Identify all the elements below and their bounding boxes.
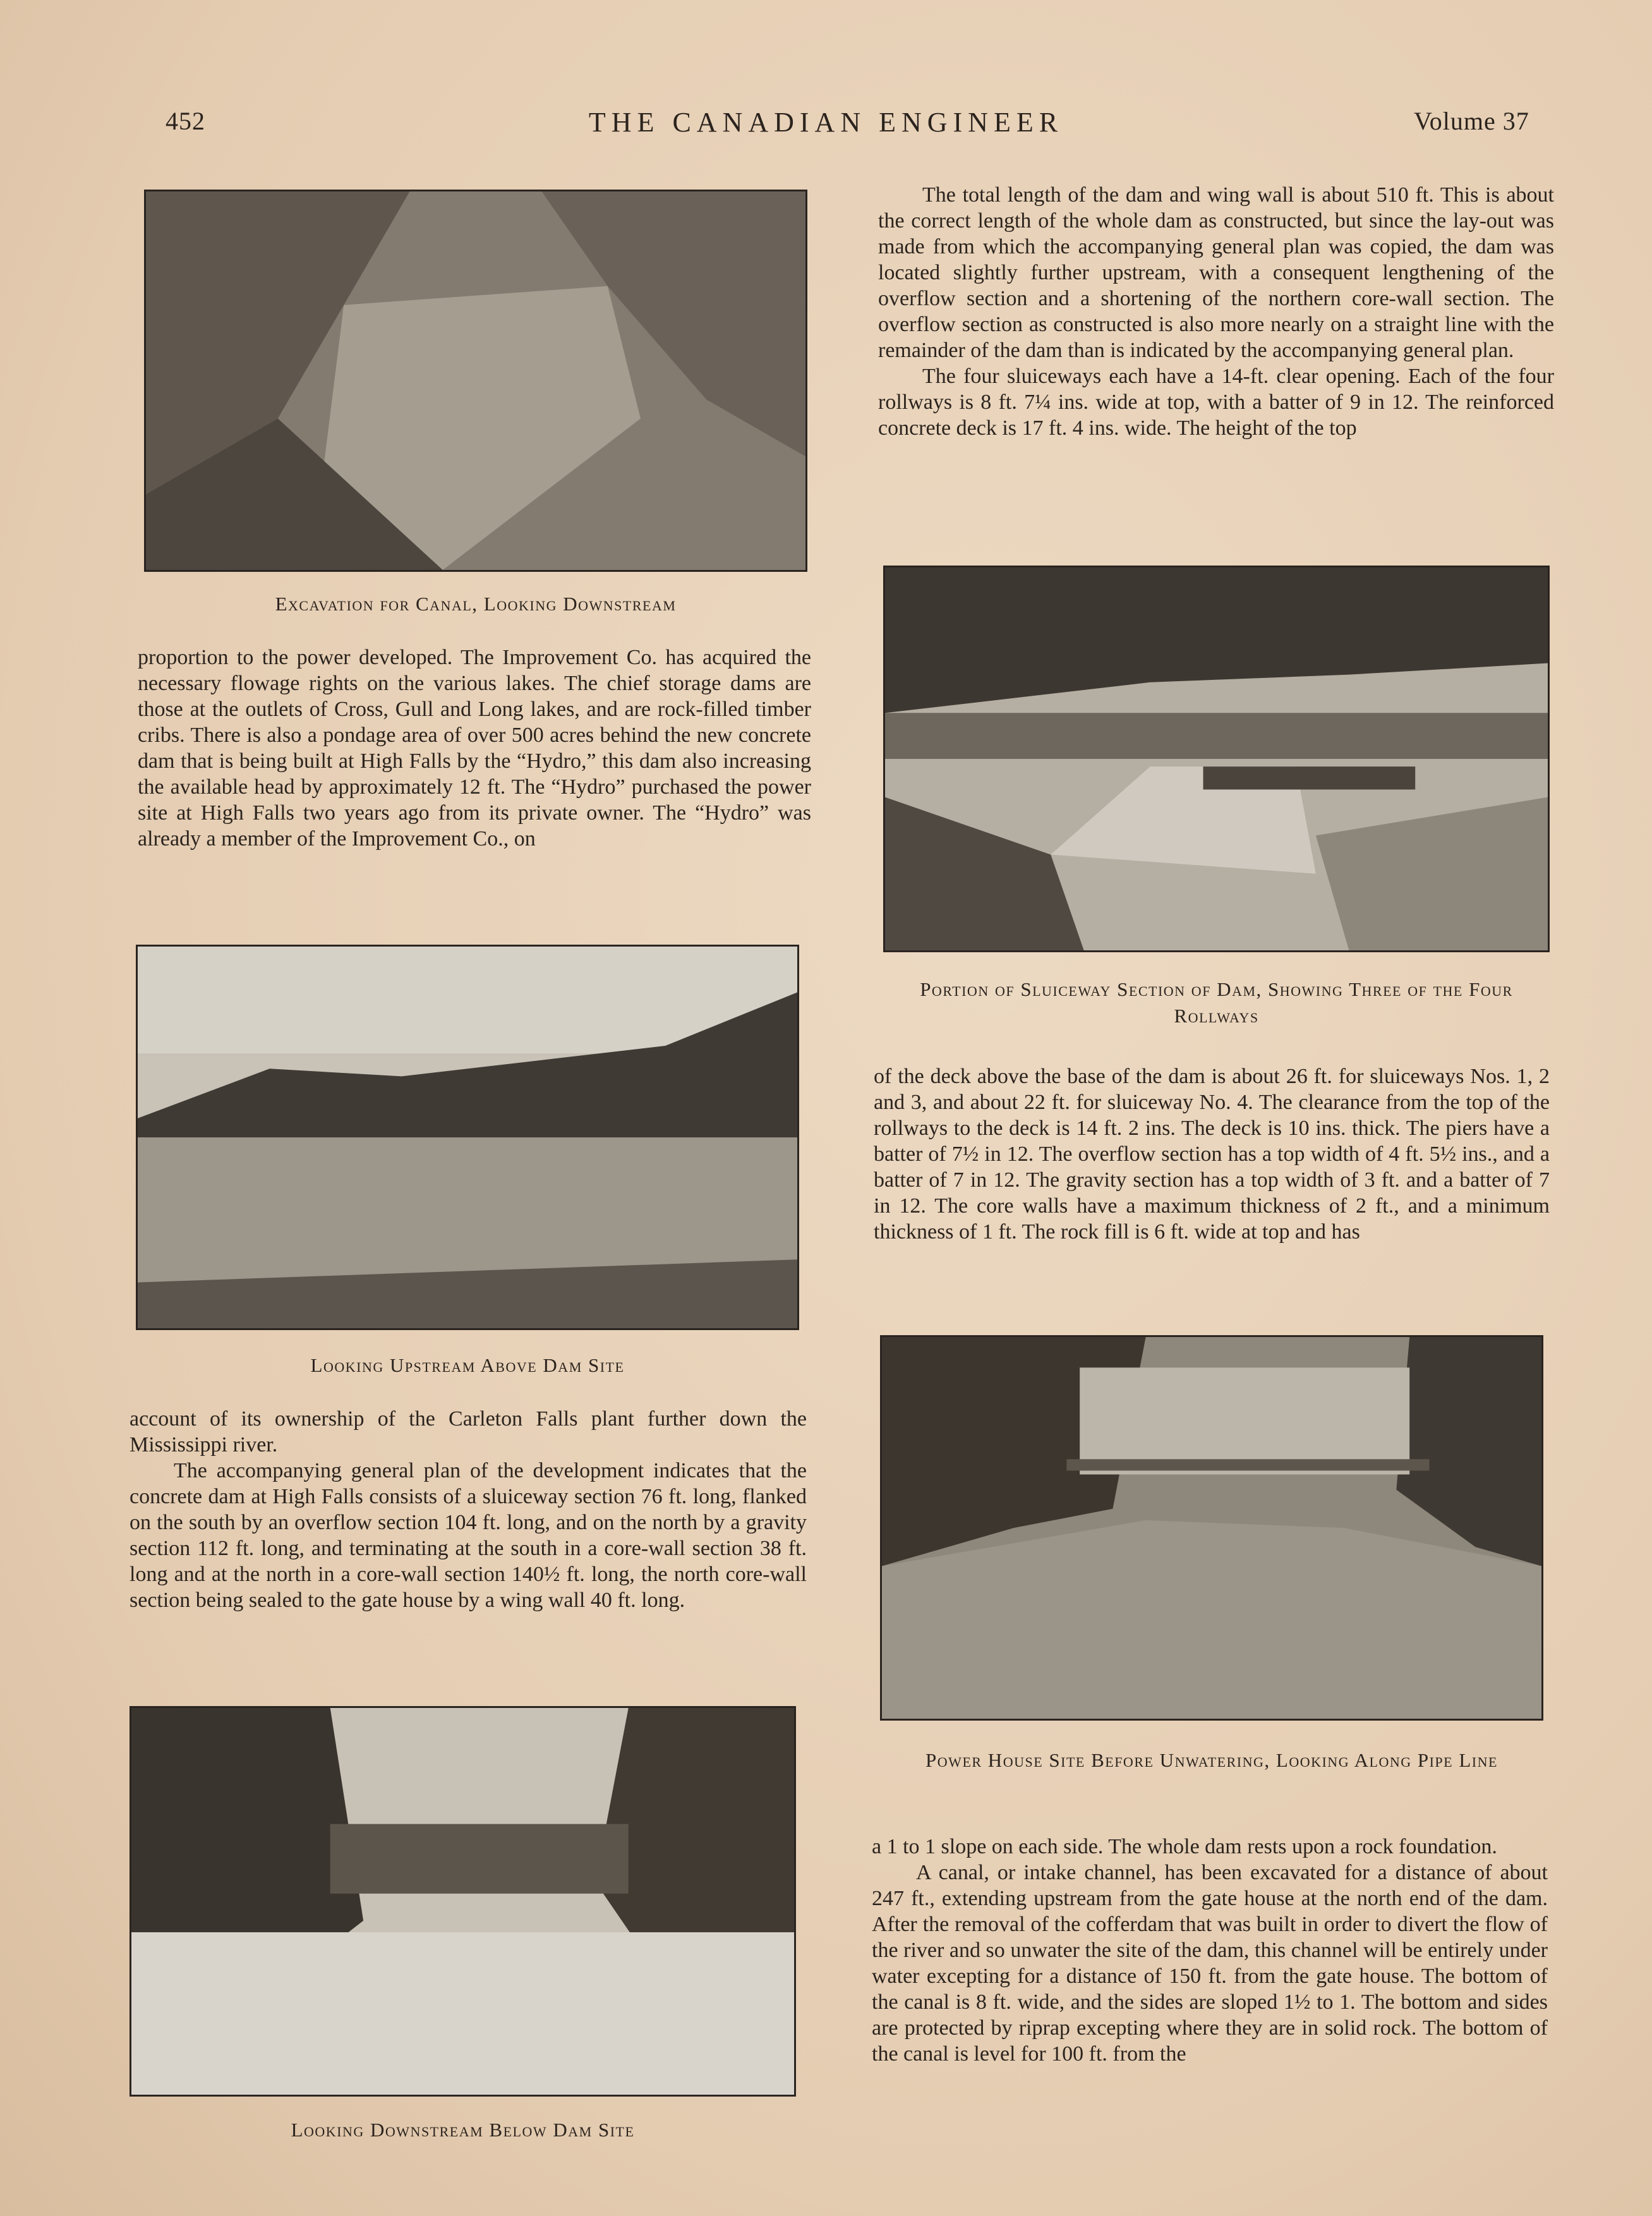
left-text-block-1 [138, 645, 811, 852]
caption-looking-upstream: Looking Upstream Above Dam Site [310, 1354, 625, 1376]
paragraph: proportion to the power developed. The Improvement Co. has acquired the necessary flowage rights on the various lakes. The chief storage dams are those at the outlets of Cross, Gull and Long lakes, and are rock-filled timber cribs. There is also a pondage area of over 500 acres behind the new concrete dam that is being built at High Falls by the “Hydro,” this dam also increasing the available head by approximately 12 ft. The “Hydro” purchased the power site at High Falls two years ago from its private owner. The “Hydro” was already a member of the Improvement Co., on [138, 646, 811, 851]
paragraph: A canal, or intake channel, has been excavated for a distance of about 247 ft., extending upstream from the gate house at the north end of the dam. After the removal of the cofferdam that was built in order to divert the flow of the river and so unwater the site of the dam, this channel will be entirely under water excepting for a distance of 150 ft. from the gate house. The bottom of the canal is 8 ft. wide, and the sides are sloped 1½ to 1. The bottom and sides are protected by riprap excepting where they are in solid rock. The bottom of the canal is level for 100 ft. from the [872, 1861, 1548, 2066]
paragraph: The four sluiceways each have a 14-ft. clear opening. Each of the four rollways is 8 ft. 7¼ ins. wide at top, with a batter of 9 in 12. The reinforced concrete deck is 17 ft. 4 ins. wide. The height of the top [878, 365, 1554, 440]
photo-power-house-site [880, 1335, 1543, 1721]
caption-looking-downstream: Looking Downstream Below Dam Site [291, 2119, 635, 2141]
caption-excavation-for-canal: Excavation for Canal, Looking Downstream [275, 593, 677, 615]
page-number: 452 [166, 107, 205, 135]
right-text-block-2 [874, 1063, 1550, 1245]
right-text-block-3 [872, 1834, 1548, 2067]
photo-sluiceway-section [883, 566, 1550, 952]
journal-title: THE CANADIAN ENGINEER [588, 107, 1064, 138]
paragraph: of the deck above the base of the dam is about 26 ft. for sluiceways Nos. 1, 2 and 3, and about 22 ft. for sluiceway No. 4. The clearance from the top of the rollways to the deck is 14 ft. 2 ins. The deck is 10 ins. thick. The piers have a batter of 7½ in 12. The overflow section has a top width of 4 ft. 5½ ins., and a batter of 7 in 12. The gravity section has a top width of 3 ft. and a batter of 7 in 12. The core walls have a maximum thickness of 2 ft., and a minimum thickness of 1 ft. The rock fill is 6 ft. wide at top and has [874, 1065, 1550, 1244]
photo-excavation-for-canal [144, 190, 807, 572]
photo-looking-upstream [136, 945, 799, 1330]
paragraph: a 1 to 1 slope on each side. The whole dam rests upon a rock foundation. [872, 1835, 1497, 1858]
photo-looking-upstream-image [138, 947, 797, 1328]
paragraph: The total length of the dam and wing wall is about 510 ft. This is about the correct length of the whole dam as constructed, but since the lay-out was made from which the accompanying general plan was copied, the dam was located slightly further upstream, with a consequent lengthening of the overflow section and a shortening of the northern core-wall section. The overflow section as constructed is also more nearly on a straight line with the remainder of the dam than is indicated by the accompanying general plan. [878, 183, 1554, 362]
photo-excavation-image [146, 191, 805, 570]
volume-label: Volume 37 [1414, 107, 1529, 135]
photo-looking-downstream-image [131, 1708, 794, 2095]
paragraph: The accompanying general plan of the development indicates that the concrete dam at High Falls consists of a sluiceway section 76 ft. long, flanked on the south by an overflow section 104 ft. long, and on the north by a gravity section 112 ft. long, and terminating at the south in a core-wall section 38 ft. long and at the north in a core-wall section 140½ ft. long, the north core-wall section being sealed to the gate house by a wing wall 40 ft. long. [130, 1459, 807, 1612]
right-text-block-1 [878, 182, 1554, 441]
caption-sluiceway-section: Portion of Sluiceway Section of Dam, Showing Three of the Four Rollways [920, 978, 1513, 1027]
photo-looking-downstream [130, 1706, 796, 2097]
left-text-block-2 [130, 1406, 807, 1613]
paragraph: account of its ownership of the Carleton Falls plant further down the Mississippi river. [130, 1407, 807, 1456]
caption-power-house-site: Power House Site Before Unwatering, Looking Along Pipe Line [925, 1749, 1498, 1771]
photo-sluiceway-image [885, 567, 1548, 950]
photo-power-house-image [882, 1337, 1541, 1719]
